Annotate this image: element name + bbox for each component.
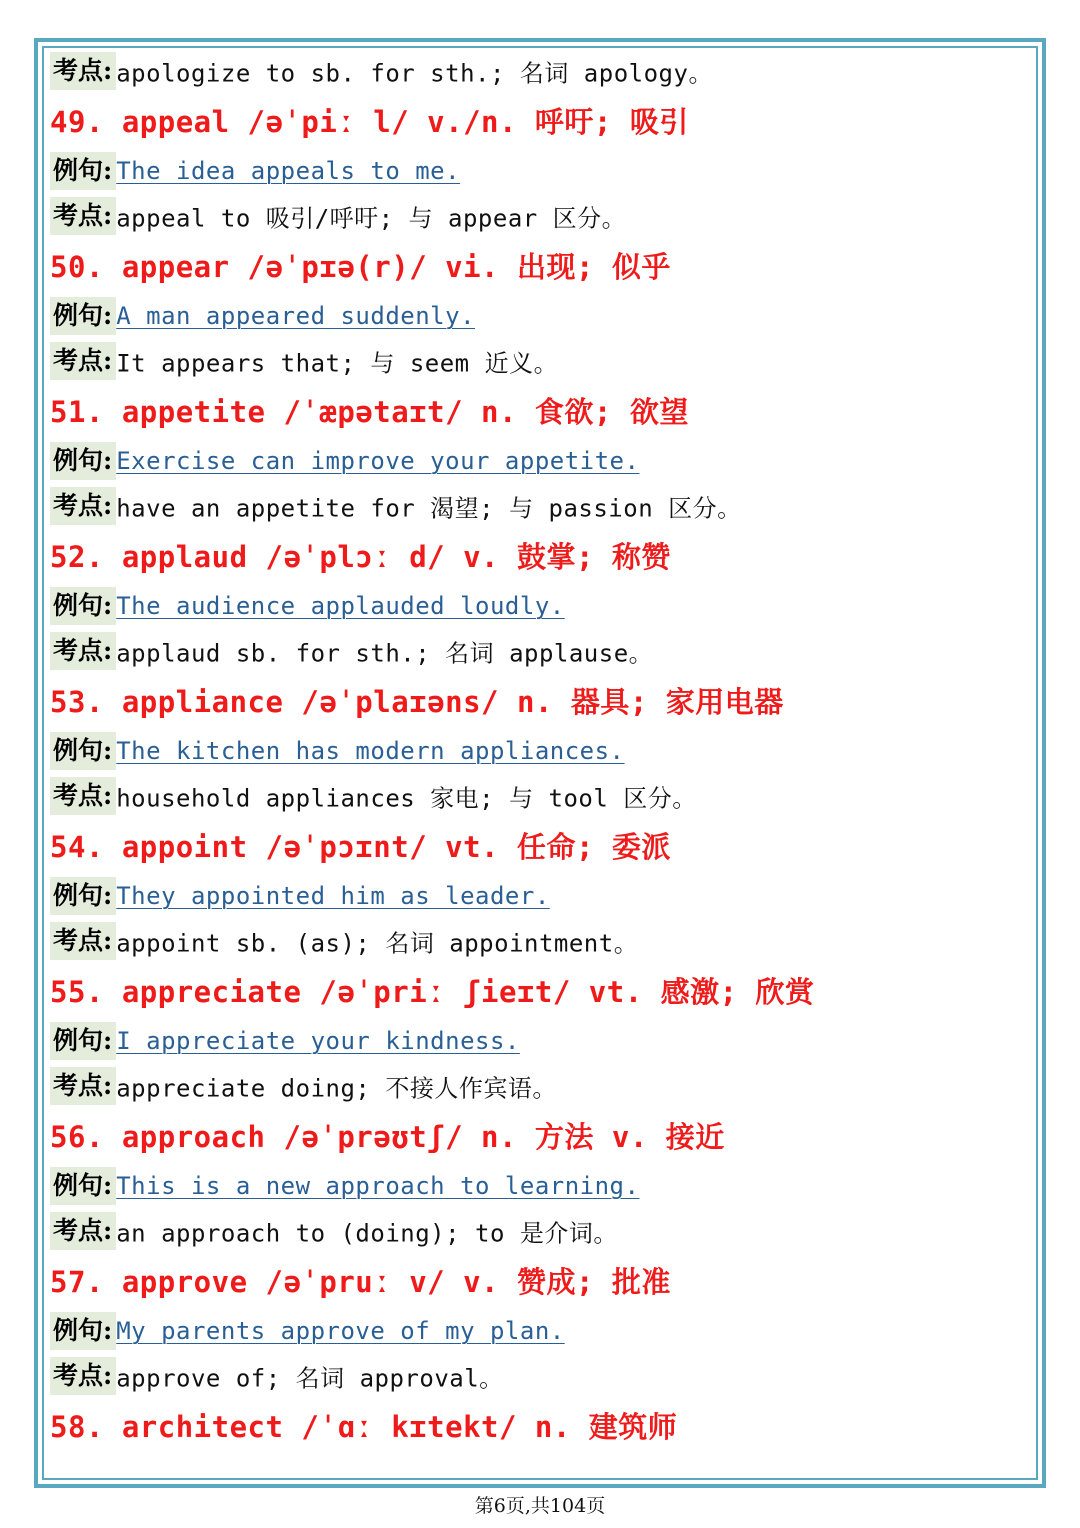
entry-heading: 50. appear /əˈpɪə(r)/ vi. 出现; 似乎 xyxy=(50,250,671,284)
entry-heading: 58. architect /ˈɑː kɪtekt/ n. 建筑师 xyxy=(50,1410,678,1444)
entry-heading: 52. applaud /əˈplɔː d/ v. 鼓掌; 称赞 xyxy=(50,540,671,574)
note-text: It appears that; 与 seem 近义。 xyxy=(116,349,559,378)
note-label: 考点: xyxy=(50,922,116,960)
note-label: 考点: xyxy=(50,197,116,235)
note-label: 考点: xyxy=(50,632,116,670)
example-sentence: My parents approve of my plan. xyxy=(116,1317,565,1345)
example-sentence: The audience applauded loudly. xyxy=(116,592,565,620)
entry-heading: 56. approach /əˈprəʊtʃ/ n. 方法 v. 接近 xyxy=(50,1120,725,1154)
entry-heading: 55. appreciate /əˈpriː ʃieɪt/ vt. 感激; 欣赏 xyxy=(50,975,815,1009)
note-label: 考点: xyxy=(50,487,116,525)
example-line xyxy=(50,297,475,335)
note-line xyxy=(50,342,558,380)
note-line xyxy=(50,922,638,960)
example-sentence: The kitchen has modern appliances. xyxy=(116,737,625,765)
example-line xyxy=(50,877,550,915)
note-line xyxy=(50,1357,504,1395)
example-line xyxy=(50,1022,520,1060)
example-line xyxy=(50,587,565,625)
note-line xyxy=(50,1212,618,1250)
entry-heading: 54. appoint /əˈpɔɪnt/ vt. 任命; 委派 xyxy=(50,830,671,864)
example-line xyxy=(50,442,639,480)
example-label: 例句: xyxy=(50,587,116,625)
note-line xyxy=(50,777,697,815)
note-text: appoint sb. (as); 名词 appointment。 xyxy=(116,929,639,958)
note-label: 考点: xyxy=(50,52,116,90)
example-line xyxy=(50,1167,639,1205)
example-label: 例句: xyxy=(50,1022,116,1060)
example-label: 例句: xyxy=(50,442,116,480)
note-line xyxy=(50,632,653,670)
example-sentence: Exercise can improve your appetite. xyxy=(116,447,640,475)
example-label: 例句: xyxy=(50,1167,116,1205)
entry-heading: 53. appliance /əˈplaɪəns/ n. 器具; 家用电器 xyxy=(50,685,784,719)
note-line xyxy=(50,1067,557,1105)
note-text: appreciate doing; 不接人作宾语。 xyxy=(116,1074,557,1103)
note-label: 考点: xyxy=(50,777,116,815)
note-label: 考点: xyxy=(50,1357,116,1395)
note-text: apologize to sb. for sth.; 名词 apology。 xyxy=(116,59,713,88)
example-sentence: I appreciate your kindness. xyxy=(116,1027,520,1055)
note-text: household appliances 家电; 与 tool 区分。 xyxy=(116,784,697,813)
note-label: 考点: xyxy=(50,1212,116,1250)
note-line xyxy=(50,52,713,90)
example-line xyxy=(50,732,625,770)
example-sentence: A man appeared suddenly. xyxy=(116,302,476,330)
example-label: 例句: xyxy=(50,877,116,915)
example-line xyxy=(50,152,460,190)
example-label: 例句: xyxy=(50,732,116,770)
entry-heading: 49. appeal /əˈpiː l/ v./n. 呼吁; 吸引 xyxy=(50,105,689,139)
note-text: approve of; 名词 approval。 xyxy=(116,1364,504,1393)
example-sentence: They appointed him as leader. xyxy=(116,882,550,910)
note-label: 考点: xyxy=(50,1067,116,1105)
example-sentence: This is a new approach to learning. xyxy=(116,1172,640,1200)
page-number: 第6页,共104页 xyxy=(474,1495,606,1517)
note-text: have an appetite for 渴望; 与 passion 区分。 xyxy=(116,494,742,523)
note-text: applaud sb. for sth.; 名词 applause。 xyxy=(116,639,654,668)
entry-heading: 57. approve /əˈpruː v/ v. 赞成; 批准 xyxy=(50,1265,671,1299)
note-line xyxy=(50,487,742,525)
example-label: 例句: xyxy=(50,297,116,335)
entry-heading: 51. appetite /ˈæpətaɪt/ n. 食欲; 欲望 xyxy=(50,395,689,429)
note-line xyxy=(50,197,626,235)
note-text: an approach to (doing); to 是介词。 xyxy=(116,1219,618,1248)
example-sentence: The idea appeals to me. xyxy=(116,157,461,185)
example-label: 例句: xyxy=(50,1312,116,1350)
note-label: 考点: xyxy=(50,342,116,380)
note-text: appeal to 吸引/呼吁; 与 appear 区分。 xyxy=(116,204,627,233)
example-label: 例句: xyxy=(50,152,116,190)
example-line xyxy=(50,1312,565,1350)
